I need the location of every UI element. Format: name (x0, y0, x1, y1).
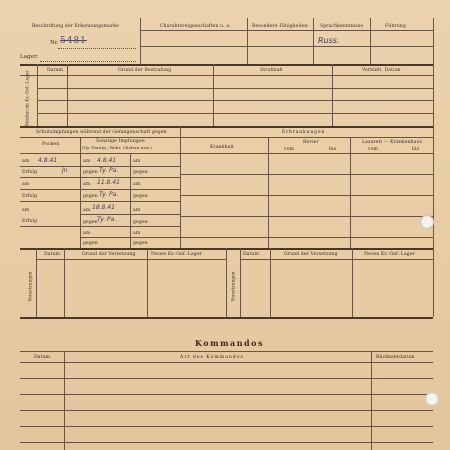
impf-r6-c: gegen (133, 220, 148, 225)
strafen-col-datum: Datum (47, 68, 64, 73)
kommandos-col-rueckkehr: Rückkehrdatum (376, 355, 415, 360)
impf-r4-a: Erfolg (22, 194, 38, 199)
pocken-label: Pocken (42, 142, 60, 147)
impf-r1-a: am (22, 159, 30, 164)
lazarett-bis: bis (412, 147, 420, 152)
lazarett-label: Lazarett — Krankenhaus (362, 140, 423, 145)
impf-r3-c: am (133, 182, 141, 187)
impf-r8-b: gegen (83, 241, 98, 246)
punch-hole-top (420, 215, 434, 229)
impf-r1-a-val: 4.8.41 (38, 157, 58, 164)
lager-label: Lager: (20, 54, 39, 60)
impf-r3-b-val: 11.8.41 (97, 179, 120, 186)
impf-r2-c: gegen (133, 170, 148, 175)
vers-r-lager: Neues Kr.-Gef.-Lager (364, 252, 415, 257)
lazarett-von: vom (368, 147, 379, 152)
impf-r8-c: gegen (133, 241, 148, 246)
sprach-value: Russ. (318, 36, 340, 45)
impf-r2-a: Erfolg (22, 170, 38, 175)
sonstige-sub: (Tp.-Paratp., Ruhr, Cholera usw.) (82, 145, 152, 150)
impf-r6-b-val: Ty. Pa. (97, 216, 117, 223)
impf-r5-b: am (83, 208, 91, 213)
impf-r5-a: am (22, 208, 30, 213)
impf-r1-b: am (83, 159, 91, 164)
impf-r4-c: gegen (133, 194, 148, 199)
impf-r1-b-val: 4.8.41 (97, 157, 117, 164)
strafen-col-verbuesst: Verbüßt, Datum (362, 68, 401, 73)
kommandos-title: Kommandos (195, 338, 264, 348)
vers-side-right: Versetzungen (230, 271, 236, 302)
impf-r3-a: am (22, 182, 30, 187)
kommandos-col-datum: Datum (34, 355, 51, 360)
strafen-col-grund: Grund der Bestrafung (118, 68, 172, 73)
kommandos-col-art: Art des Kommandos (180, 355, 244, 360)
befaehig-label: Besondere Fähigkeiten (252, 24, 308, 29)
impf-r6-b: gegen (83, 220, 98, 225)
vers-side-left: Versetzungen (27, 271, 33, 302)
krankheit-label: Krankheit (210, 145, 235, 150)
vers-r-datum: Datum (243, 252, 260, 257)
strafen-col-strafmass: Strafmaß (260, 68, 283, 73)
vers-r-grund: Grund der Versetzung (284, 252, 338, 257)
vers-l-lager: Neues Kr.-Gef.-Lager (151, 252, 202, 257)
beschriftung-label: Beschriftung der Erkennungsmarke (32, 24, 120, 29)
vers-l-datum: Datum (44, 252, 61, 257)
impf-r3-b: am (83, 182, 91, 187)
revier-von: vom (284, 147, 295, 152)
strafen-side-label: Strafen im Kr.-Gef.-Lager (24, 70, 30, 127)
impf-r2-b-val: Ty. Pa. (99, 167, 119, 174)
punch-hole-bottom (425, 392, 439, 406)
revier-bis: bis (329, 147, 337, 152)
impf-r5-c: am (133, 208, 141, 213)
charakter-label: Charaktereigenschaften u. a. (160, 24, 231, 29)
impf-r1-c: am (133, 159, 141, 164)
impf-title: Schutzimpfungen während der Gefangenschaft gegen (36, 130, 167, 135)
impf-r5-b-val: 18.8.41 (92, 204, 115, 211)
impf-r4-b-val: Ty. Pa. (99, 191, 119, 198)
nr-value: 5481 (60, 36, 87, 46)
impf-r7-b: am (83, 231, 91, 236)
impf-r4-b: gegen (83, 194, 98, 199)
erkrankungen-title: Erkrankungen (282, 130, 326, 135)
impf-r7-c: am (133, 231, 141, 236)
impf-r2-b: gegen (83, 170, 98, 175)
fuehrung-label: Führung (385, 24, 406, 29)
impf-r6-a: Erfolg (22, 219, 38, 224)
sonstige-label: Sonstige Impfungen (96, 139, 145, 144)
revier-label: Revier (303, 140, 319, 145)
vers-l-grund: Grund der Versetzung (82, 252, 136, 257)
nr-label: Nr. (50, 40, 59, 46)
sprach-label: Sprachkenntnisse (320, 24, 364, 29)
impf-r2-a-val: Jn (62, 167, 68, 174)
